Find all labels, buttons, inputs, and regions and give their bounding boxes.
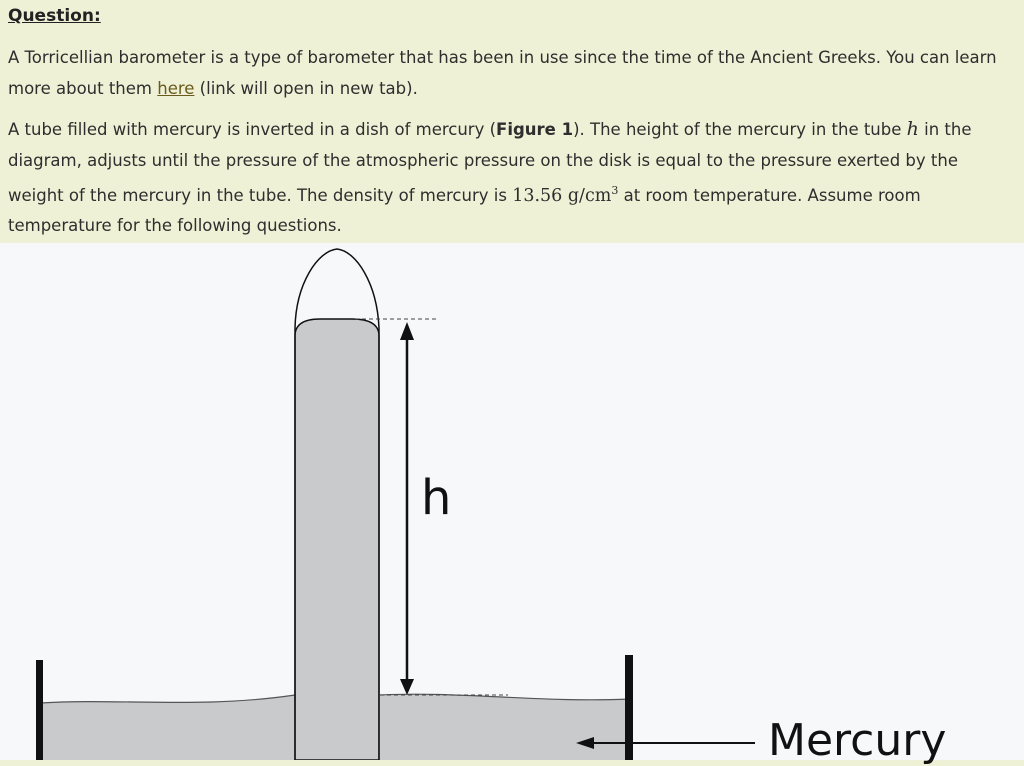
- barometer-diagram: [0, 243, 1024, 760]
- figure-reference: Figure 1: [496, 120, 574, 139]
- tube-mercury-column: [295, 319, 379, 760]
- height-arrow-head-bottom: [400, 679, 414, 695]
- h-symbol: h: [906, 118, 919, 140]
- description-paragraph: [8, 114, 1018, 242]
- mercury-pool-right: [380, 694, 630, 760]
- description-text-1: A tube filled with mercury is inverted in a dish of mercury (: [8, 120, 497, 139]
- density-exponent: 3: [611, 184, 619, 197]
- link-note-text: (link will open in new tab).: [194, 78, 418, 98]
- density-value: [512, 186, 618, 206]
- mercury-pool: [40, 695, 295, 760]
- here-link[interactable]: here: [157, 78, 195, 98]
- description-text-3: in the diagram, adjusts until the pressure of the atmospheric pressure on the disk is equal to the pressure exerted by the weight of the mercury in the tube. The density of mercury is: [8, 120, 972, 205]
- question-heading: Question:: [8, 6, 101, 26]
- height-arrow-head-top: [400, 322, 414, 340]
- dish-wall-left: [36, 660, 43, 760]
- density-unit: g/cm: [562, 185, 612, 206]
- mercury-label: Mercury: [768, 715, 947, 766]
- barometer-figure: [0, 243, 1024, 766]
- description-text-2: ). The height of the mercury in the tube: [573, 120, 907, 139]
- description-text-4: at room temperature. Assume room temperature for the following questions.: [8, 185, 921, 236]
- density-number: 13.56: [512, 185, 563, 206]
- dish-wall-right: [625, 655, 633, 760]
- intro-text: A Torricellian barometer is a type of barometer that has been in use since the time of the Ancient Greeks. You can learn more about them: [8, 48, 997, 98]
- intro-paragraph: [8, 43, 1018, 104]
- height-label: h: [421, 470, 452, 526]
